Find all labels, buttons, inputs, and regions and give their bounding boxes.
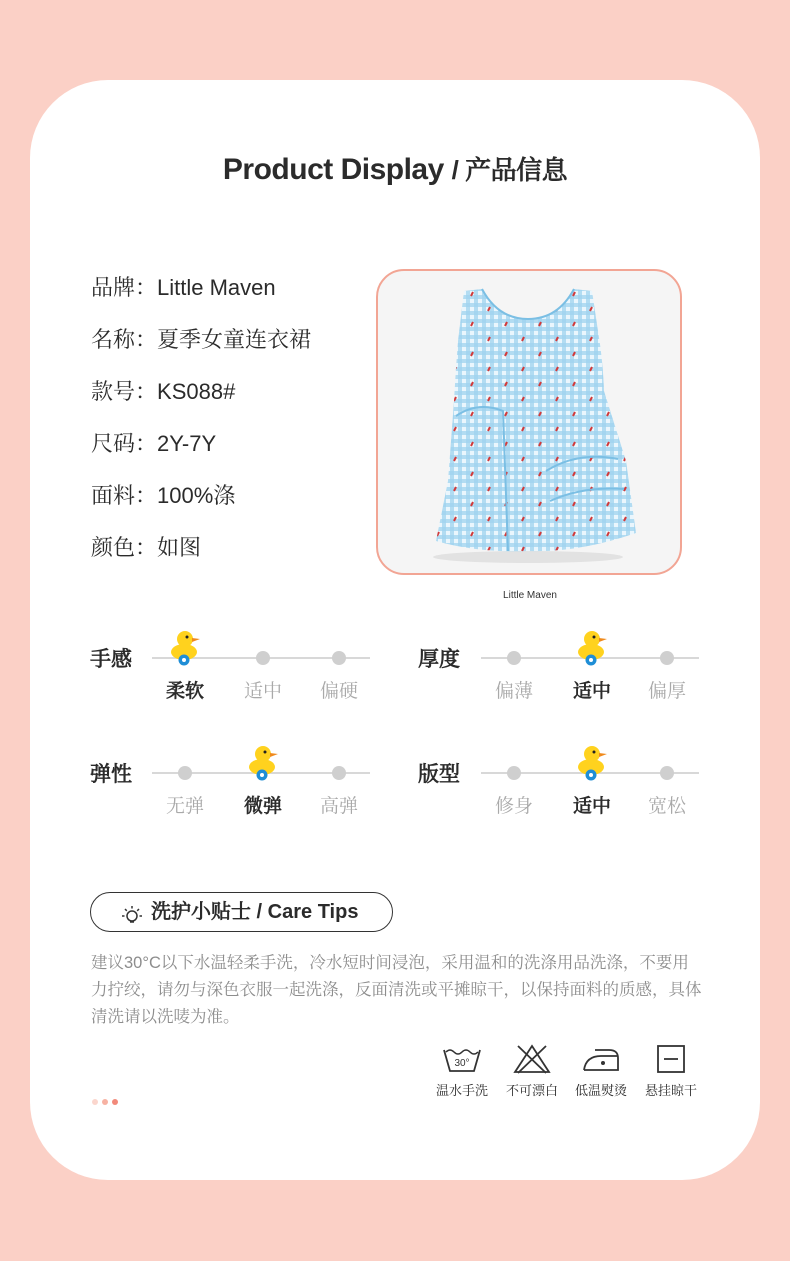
care-symbol-low-iron [566, 1044, 636, 1099]
dress-illustration [378, 271, 680, 573]
attribute-dot [178, 766, 192, 780]
attribute-name: 版型 [418, 763, 460, 786]
care-label: 温水手洗 [435, 1083, 488, 1098]
attribute-hand-feel [90, 643, 380, 703]
attribute-option: 偏薄 [494, 681, 533, 702]
attribute-name: 厚度 [418, 648, 460, 671]
duck-marker-icon [168, 629, 202, 667]
care-label: 悬挂晾干 [644, 1083, 697, 1098]
care-symbol-no-bleach [497, 1044, 567, 1099]
care-tips-text: 建议30°C以下水温轻柔手洗，冷水短时间浸泡，采用温和的洗涤用品洗涤，不要用力拧绞，请勿与深色衣服一起洗涤，反面清洗或平摊晾干，以保持面料的质感，具体清洗请以洗唛为准。 [91, 954, 702, 1026]
attribute-option: 高弹 [319, 796, 358, 817]
info-label: 名称： [91, 327, 158, 352]
info-label: 颜色： [91, 535, 158, 560]
info-row-style-number [91, 374, 311, 426]
info-value: 如图 [157, 535, 202, 560]
info-row-name [91, 322, 311, 374]
info-label: 品牌： [91, 275, 158, 300]
photo-brand-caption: Little Maven [503, 590, 557, 601]
dot-icon [102, 1099, 108, 1105]
info-row-fabric [91, 478, 311, 530]
info-label: 尺码： [91, 431, 158, 456]
attribute-option: 适中 [243, 681, 282, 702]
attribute-option-selected: 适中 [572, 681, 611, 702]
care-label: 不可漂白 [505, 1083, 558, 1098]
hand-wash-30-icon [442, 1044, 482, 1074]
duck-marker-icon [575, 744, 609, 782]
attribute-dot [507, 651, 521, 665]
page-title [0, 150, 790, 187]
info-label: 款号： [91, 379, 158, 404]
info-value: KS088# [157, 379, 236, 404]
attribute-option-selected: 适中 [572, 796, 611, 817]
no-bleach-icon [512, 1044, 552, 1074]
decorative-dots [92, 1092, 122, 1110]
info-value: Little Maven [157, 275, 276, 300]
attribute-name: 弹性 [90, 763, 132, 786]
attribute-thickness [418, 643, 708, 703]
low-iron-icon [581, 1044, 621, 1074]
info-value: 2Y-7Y [157, 431, 217, 456]
attribute-option: 偏硬 [319, 681, 358, 702]
care-symbol-hand-wash [427, 1044, 497, 1099]
care-symbol-hang-dry [636, 1044, 706, 1099]
hang-dry-icon [651, 1044, 691, 1074]
duck-marker-icon [246, 744, 280, 782]
info-row-color [91, 530, 311, 582]
attribute-dot [660, 766, 674, 780]
dot-icon [112, 1099, 118, 1105]
attribute-option: 宽松 [647, 796, 686, 817]
attribute-option: 偏厚 [647, 681, 686, 702]
care-badge: 30° [454, 1058, 470, 1069]
attribute-fit [418, 758, 708, 818]
attribute-dot [507, 766, 521, 780]
info-row-brand [91, 270, 311, 322]
info-value: 夏季女童连衣裙 [157, 327, 312, 352]
info-value: 100%涤 [157, 483, 236, 508]
info-row-size [91, 426, 311, 478]
attribute-dot [332, 766, 346, 780]
duck-marker-icon [575, 629, 609, 667]
attribute-option-selected: 微弹 [243, 796, 282, 817]
attribute-option: 修身 [494, 796, 533, 817]
care-tips-title: 洗护小贴士 / Care Tips [151, 901, 359, 923]
title-main: Product Display [222, 153, 444, 186]
product-photo [376, 269, 682, 575]
lightbulb-icon [121, 902, 143, 924]
attribute-dot [332, 651, 346, 665]
attribute-dot [256, 651, 270, 665]
care-tips-heading [90, 892, 393, 932]
attribute-option-selected: 柔软 [165, 681, 204, 702]
attribute-dot [660, 651, 674, 665]
info-label: 面料： [91, 483, 158, 508]
product-info-list [91, 270, 311, 582]
attribute-name: 手感 [90, 648, 132, 671]
title-sub: / 产品信息 [451, 155, 568, 185]
attribute-option: 无弹 [165, 796, 204, 817]
attribute-elasticity [90, 758, 380, 818]
care-label: 低温熨烫 [574, 1083, 627, 1098]
dot-icon [92, 1099, 98, 1105]
